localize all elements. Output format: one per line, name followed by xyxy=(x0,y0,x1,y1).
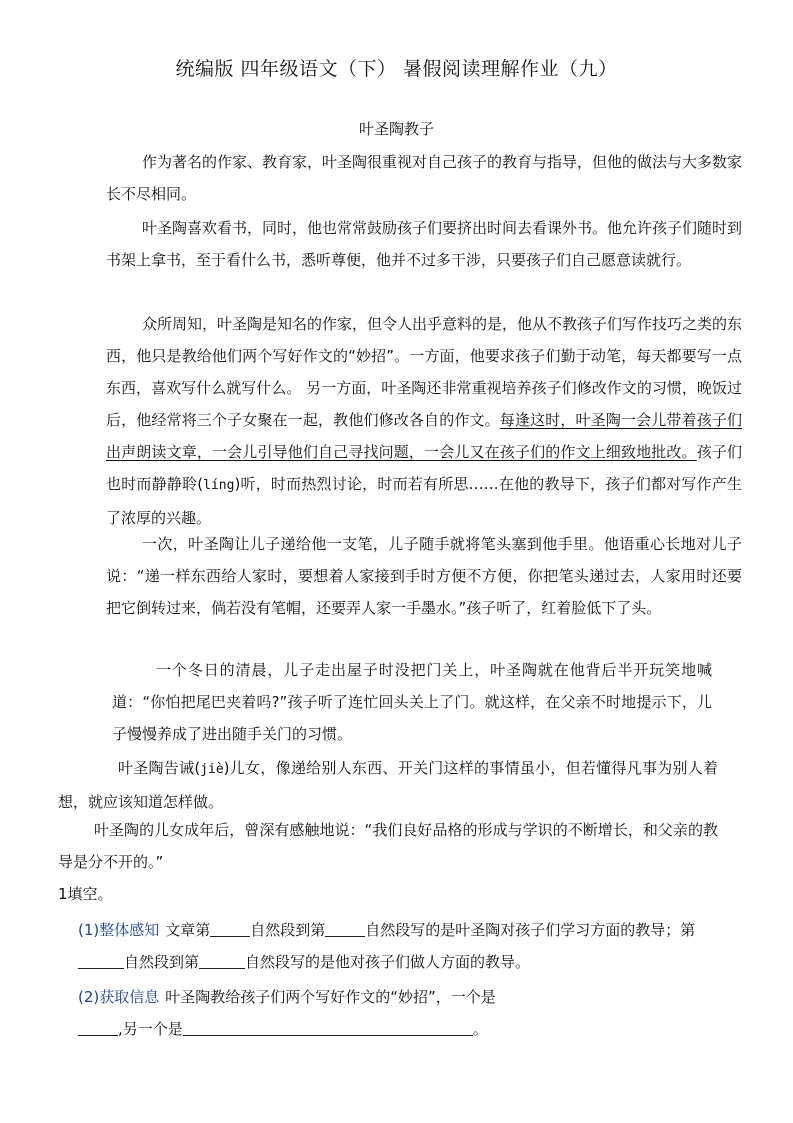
question-1 xyxy=(78,914,738,978)
paragraph-6-text-b: )儿女，像递给别人东西、开关门这样的事情虽小，但若懂得凡事为别人着想，就应该知道怎样做。 xyxy=(58,759,719,811)
paragraph-2: 叶圣陶喜欢看书，同时，他也常常鼓励孩子们要挤出时间去看课外书。他允许孩子们随时到书架上拿书，至于看什么书，悉听尊便，他并不过多干涉，只要孩子们自己愿意读就行。 xyxy=(106,219,743,269)
question-1-text-1: 文章第 xyxy=(165,921,211,939)
question-2-text-1: 叶圣陶教给孩子们两个写好作文的“妙招”，一个是 xyxy=(165,988,496,1006)
answer-blank-2[interactable] xyxy=(325,920,365,937)
paragraph-6 xyxy=(58,752,718,818)
question-1-text-3: 自然段写的是叶圣陶对孩子们学习方面的教导；第 xyxy=(365,921,696,939)
paragraph-3-text-b: 孩子们也时而静静聆( xyxy=(106,443,742,493)
pinyin-jie: jiè xyxy=(200,762,224,777)
question-1-text-5: 自然段写的是他对孩子们做人方面的教导。 xyxy=(245,953,531,971)
question-2 xyxy=(78,981,738,1045)
paragraph-3-text-a: 众所周知，叶圣陶是知名的作家，但令人出乎意料的是，他从不教孩子们写作技巧之类的东西，他只是教给他们两个写好作文的“妙招”。一方面，他要求孩子们勤于动笔，每天都要写一点东西，喜欢写什么就写什么。 另一方面，叶圣陶还非常重视培养孩子们修改作文的习惯，晚饭过后，他经常将三个子女聚在一起，教他们修改各自的作文。 xyxy=(106,315,743,429)
paragraph-4: 一次，叶圣陶让儿子递给他一支笔，儿子随手就将笔头塞到他手里。他语重心长地对儿子说：“递一样东西给人家时，要想着人家接到手时方便不方便，你把笔头递过去，人家用时还要把它倒转过来，倘若没有笔帽，还要弄人家一手墨水。”孩子听了，红着脸低下了头。 xyxy=(106,535,742,617)
question-heading: 1填空。 xyxy=(58,885,113,903)
question-2-number: (2) xyxy=(78,988,100,1006)
question-1-number: (1) xyxy=(78,921,100,939)
question-1-text-2: 自然段到第 xyxy=(250,921,326,939)
page-title: 统编版 四年级语文（下） 暑假阅读理解作业（九） xyxy=(175,58,618,80)
pinyin-ling: líng xyxy=(203,478,235,493)
paragraph-3 xyxy=(106,308,742,534)
article-title: 叶圣陶教子 xyxy=(358,120,434,138)
answer-blank-5[interactable] xyxy=(78,1019,118,1036)
paragraph-1: 作为著名的作家、教育家，叶圣陶很重视对自己孩子的教育与指导，但他的做法与大多数家长不尽相同。 xyxy=(106,153,743,203)
question-2-tag: 获取信息 xyxy=(99,988,160,1006)
answer-blank-3[interactable] xyxy=(78,952,124,969)
question-2-text-3: 。 xyxy=(472,1020,488,1038)
underlined-sentence: 每逢这时，叶圣陶一会儿带着孩子们出声朗读文章，一会儿引导他们自己寻找问题，一会儿又在孩子们的作文上细致地批改。 xyxy=(106,411,742,461)
question-1-tag: 整体感知 xyxy=(99,921,160,939)
paragraph-6-text-a: 叶圣陶告诫( xyxy=(118,759,201,777)
answer-blank-1[interactable] xyxy=(210,920,250,937)
paragraph-5: 一个冬日的清晨，儿子走出屋子时没把门关上，叶圣陶就在他背后半开玩笑地喊道：“你怕把尾巴夹着吗?”孩子听了连忙回头关上了门。就这样，在父亲不时地提示下，儿子慢慢养成了进出随手关门的习惯。 xyxy=(112,661,712,743)
paragraph-7: 叶圣陶的儿女成年后，曾深有感触地说：“我们良好品格的形成与学识的不断增长，和父亲的教导是分不开的。” xyxy=(58,821,718,871)
question-2-text-2: ,另一个是 xyxy=(118,1020,183,1038)
question-1-text-4: 自然段到第 xyxy=(124,953,200,971)
paragraph-3-text-c: )听，时而热烈讨论，时而若有所思……在他的教导下，孩子们都对写作产生了浓厚的兴趣。 xyxy=(106,475,743,527)
answer-blank-4[interactable] xyxy=(199,952,245,969)
answer-blank-6[interactable] xyxy=(183,1019,473,1036)
